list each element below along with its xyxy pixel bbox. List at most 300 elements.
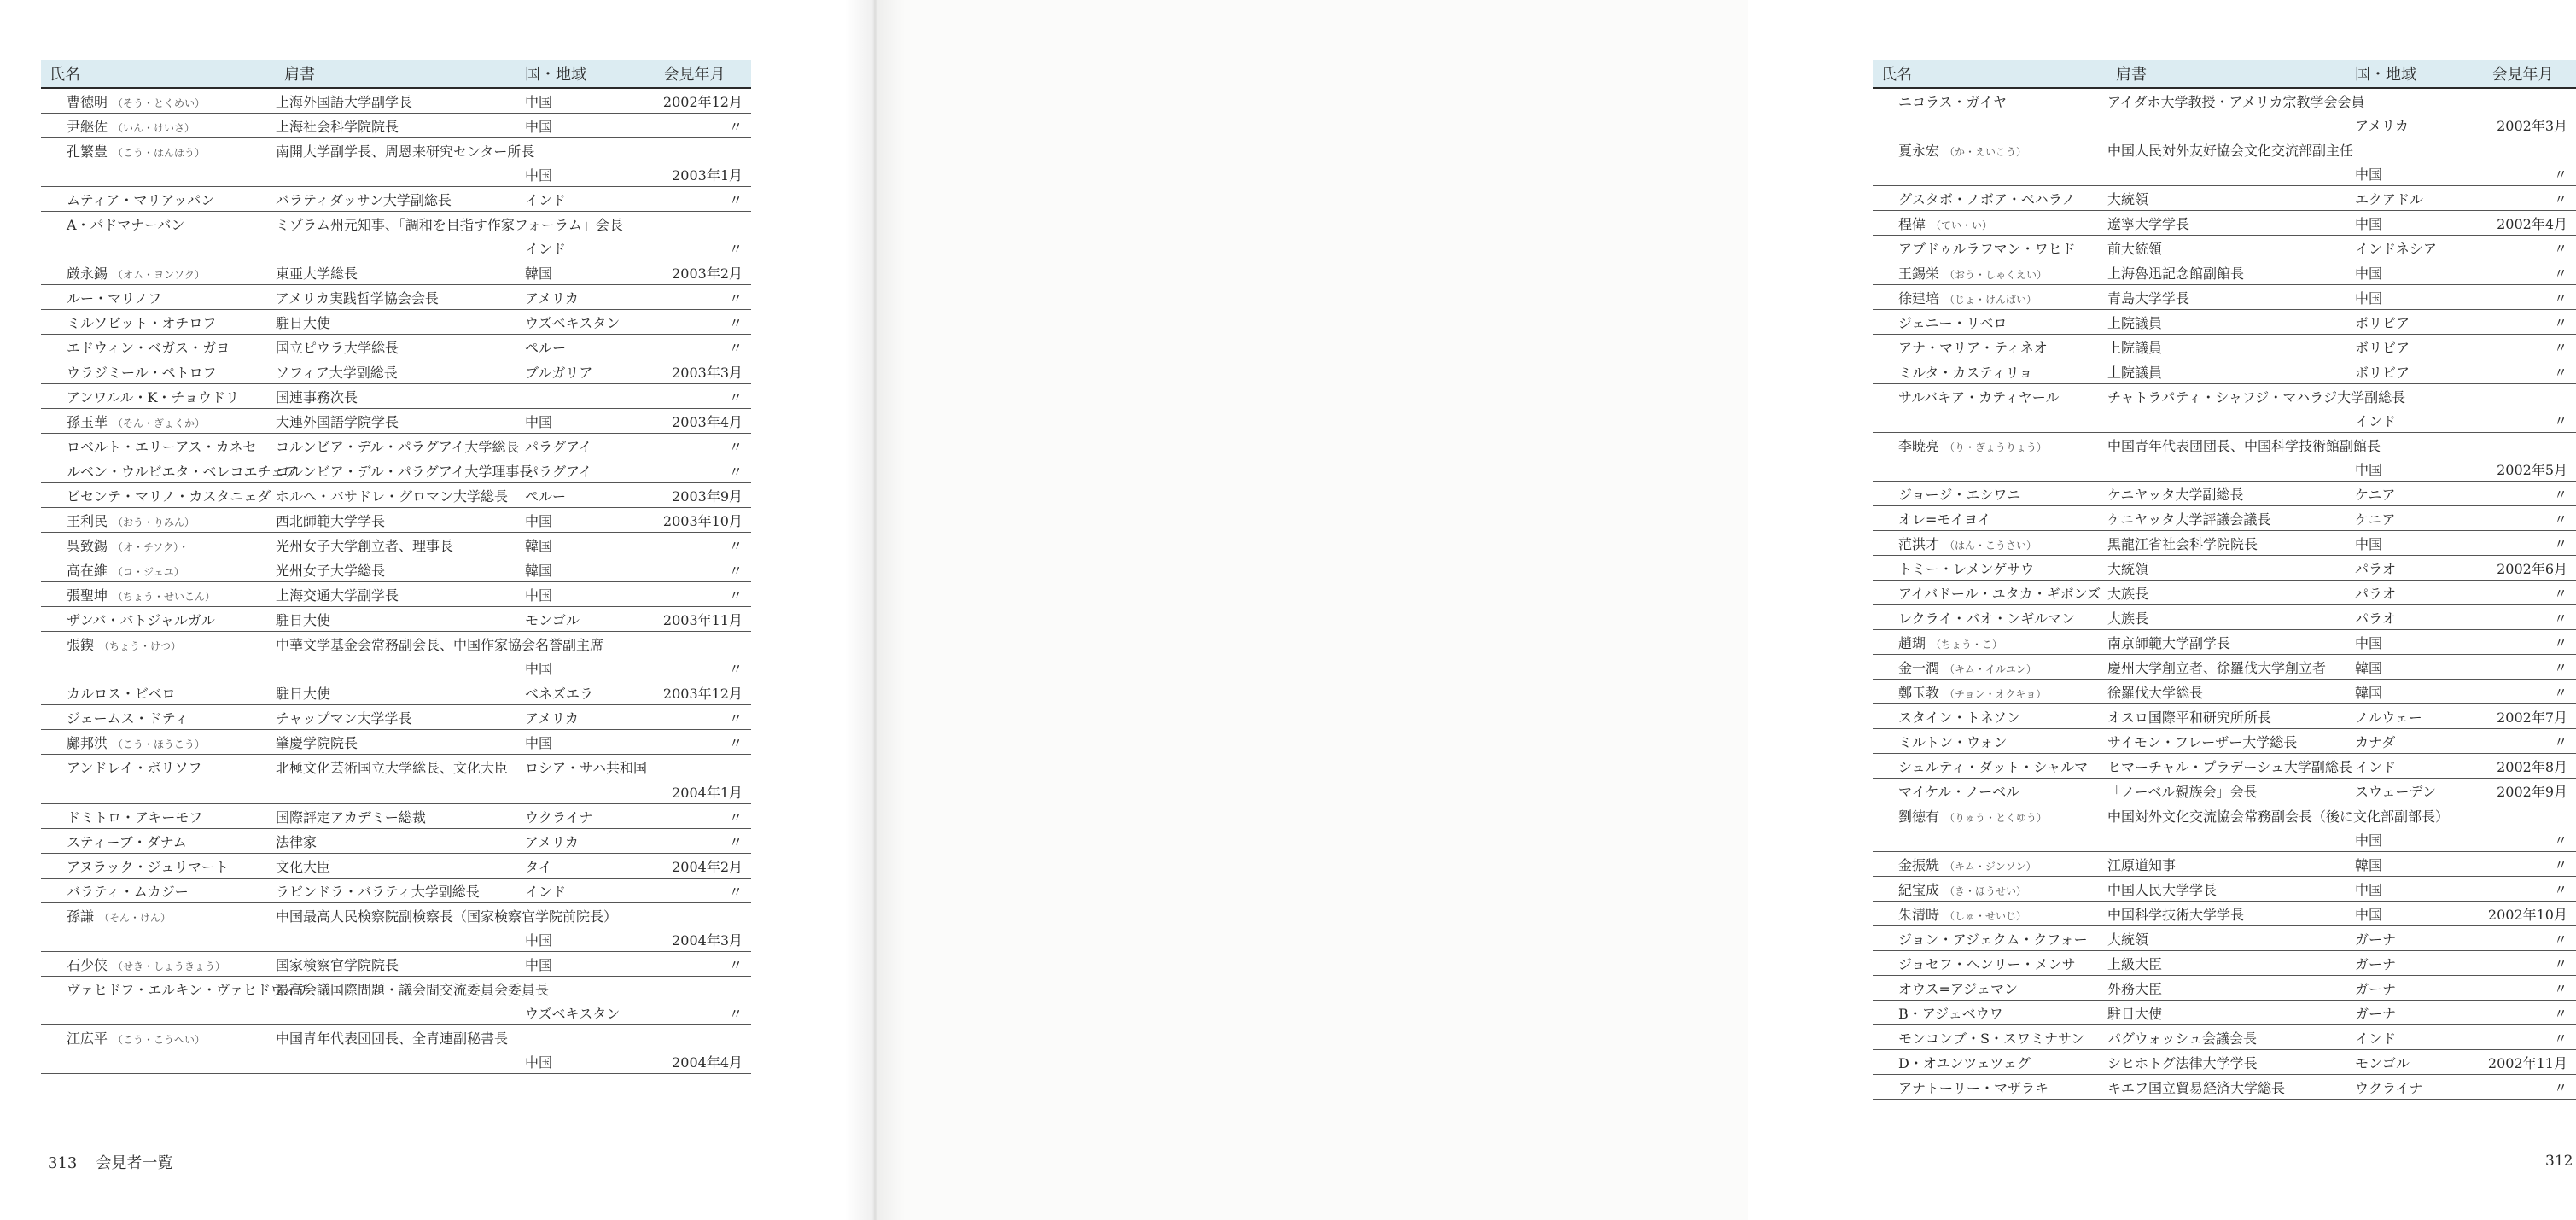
person-name: 孔繁豊: [67, 143, 108, 160]
table-header: [1873, 60, 2576, 88]
cell-title: 国家検察官学院院長: [276, 952, 525, 977]
cell-date: 〃: [2469, 877, 2576, 902]
cell-title: 中国対外文化交流協会常務副会長（後に文化部副部長）: [2107, 808, 2450, 825]
cell-date: 2002年3月: [2469, 113, 2576, 137]
cell-name: [1873, 88, 2107, 113]
person-name: 石少侠: [67, 956, 108, 973]
cell-name: [1873, 506, 2107, 531]
table-row: [41, 632, 751, 657]
cell-date: [638, 212, 751, 236]
cell-title: [276, 1001, 525, 1025]
person-name: 張聖坤: [67, 587, 108, 604]
cell-date: 〃: [2469, 680, 2576, 704]
cell-title: 光州女子大学創立者、理事長: [276, 533, 525, 557]
person-name: シュルティ・ダット・シャルマ: [1898, 758, 2089, 775]
person-name: ジェームス・ドティ: [67, 709, 189, 727]
cell-title: 国際評定アカデミー総裁: [276, 804, 525, 829]
cell-title: 東亜大学総長: [276, 260, 525, 285]
cell-country: [525, 384, 638, 409]
header-date: 会見年月: [2469, 60, 2576, 88]
table-row: [41, 260, 751, 285]
cell-name: [41, 755, 276, 779]
table-row: [41, 409, 751, 434]
cell-name: [1873, 680, 2107, 704]
cell-title: 前大統領: [2107, 236, 2355, 260]
cell-title: コルンビア・デル・パラグアイ大学理事長: [276, 458, 525, 483]
table-row: [41, 1001, 751, 1025]
table-row: [1873, 827, 2576, 852]
cell-country: 中国: [525, 114, 638, 138]
cell-title: ラビンドラ・バラティ大学副総長: [276, 879, 525, 903]
cell-title: [2107, 161, 2355, 186]
name-reading: （キム・ジンソン）: [1944, 860, 2037, 873]
person-name: D・オユンツェツェグ: [1898, 1054, 2031, 1071]
table-row: [1873, 359, 2576, 384]
cell-title: 慶州大学創立者、徐羅伐大学創立者: [2107, 655, 2355, 680]
cell-country: 韓国: [2355, 680, 2469, 704]
cell-date: 2002年5月: [2469, 457, 2576, 482]
person-name: 尹継佐: [67, 118, 108, 135]
table-row: [41, 557, 751, 582]
cell-title: コルンビア・デル・パラグアイ大学総長: [276, 434, 525, 458]
cell-name: [41, 483, 276, 508]
cell-title: 南京師範大学副学長: [2107, 630, 2355, 655]
cell-title: 青島大学学長: [2107, 285, 2355, 310]
cell-country: 中国: [525, 730, 638, 755]
header-title: 肩書: [2107, 60, 2355, 88]
table-row: [1873, 335, 2576, 359]
cell-name: [1873, 482, 2107, 506]
table-row: [41, 680, 751, 705]
cell-date: 〃: [638, 285, 751, 310]
table-row: [1873, 951, 2576, 976]
cell-date: 〃: [2469, 359, 2576, 384]
cell-title: 上海魯迅記念館副館長: [2107, 260, 2355, 285]
cell-country: ウクライナ: [2355, 1075, 2469, 1100]
cell-title: [276, 656, 525, 680]
cell-country: アメリカ: [525, 285, 638, 310]
cell-title: オスロ国際平和研究所所長: [2107, 704, 2355, 729]
cell-date: [2469, 137, 2576, 162]
cell-name: [41, 359, 276, 384]
cell-date: [2469, 433, 2576, 458]
person-name: アンドレイ・ボリソフ: [67, 759, 202, 776]
person-name: A・パドマナーバン: [67, 216, 185, 233]
cell-title: 「ノーベル親族会」会長: [2107, 779, 2355, 803]
cell-date: 2003年2月: [638, 260, 751, 285]
cell-date: 〃: [2469, 285, 2576, 310]
cell-name: [1873, 186, 2107, 211]
cell-date: 〃: [638, 335, 751, 359]
cell-country: 中国: [525, 409, 638, 434]
person-name: 孫玉華: [67, 413, 108, 430]
cell-name: [1873, 433, 2107, 458]
cell-title: [2107, 457, 2355, 482]
cell-name: [41, 952, 276, 977]
cell-name: [1873, 581, 2107, 605]
cell-country: 中国: [525, 1049, 638, 1074]
cell-country: パラグアイ: [525, 434, 638, 458]
table-row: [41, 335, 751, 359]
book-gutter: [845, 0, 905, 1220]
cell-title: 駐日大使: [276, 607, 525, 632]
cell-country: ベネズエラ: [525, 680, 638, 705]
cell-title: 中国科学技術大学学長: [2107, 902, 2355, 926]
cell-name: [1873, 1001, 2107, 1025]
table-header: [41, 60, 751, 88]
cell-date: 〃: [2469, 408, 2576, 433]
person-name: 程偉: [1898, 215, 1926, 232]
cell-title: 北極文化芸術国立大学総長、文化大臣: [276, 755, 525, 779]
person-name: サルバキア・カティヤール: [1898, 388, 2060, 406]
cell-name: [1873, 236, 2107, 260]
person-name: 王錫栄: [1898, 265, 1940, 282]
cell-date: 〃: [2469, 852, 2576, 877]
person-name: アナトーリー・マザラキ: [1898, 1079, 2049, 1096]
person-name: レクライ・バオ・ンギルマン: [1898, 610, 2076, 627]
person-name: ジェニー・リベロ: [1898, 314, 2008, 331]
name-reading: （か・えいこう）: [1944, 145, 2027, 158]
cell-title: アイダホ大学教授・アメリカ宗教学会会員: [2107, 93, 2365, 110]
person-name: スタイン・トネソン: [1898, 709, 2021, 726]
cell-date: 〃: [2469, 1025, 2576, 1050]
cell-country: ボリビア: [2355, 335, 2469, 359]
person-name: ミルトン・ウォン: [1898, 733, 2008, 750]
person-name: マイケル・ノーベル: [1898, 783, 2020, 800]
table-row: [1873, 926, 2576, 951]
cell-name: [1873, 852, 2107, 877]
cell-country: ウクライナ: [525, 804, 638, 829]
cell-title: チャトラパティ・シャフジ・マハラジ大学副総長: [2107, 388, 2406, 406]
cell-name: [41, 804, 276, 829]
cell-country: モンゴル: [525, 607, 638, 632]
table-row: [41, 236, 751, 260]
cell-name: [41, 285, 276, 310]
person-name: 呉致錫: [67, 537, 108, 554]
person-name: エドウィン・ベガス・ガヨ: [67, 339, 230, 356]
cell-date: 2004年4月: [638, 1049, 751, 1074]
cell-name: [41, 1049, 276, 1074]
table-row: [41, 162, 751, 187]
cell-name: [1873, 384, 2107, 409]
cell-country: 中国: [2355, 457, 2469, 482]
table-row: [1873, 260, 2576, 285]
cell-date: 〃: [638, 952, 751, 977]
cell-name: [41, 434, 276, 458]
cell-country: 中国: [525, 88, 638, 114]
cell-title: [2107, 113, 2355, 137]
name-reading: （ちょう・けつ）: [99, 639, 182, 652]
cell-name: [1873, 1025, 2107, 1050]
cell-title: 光州女子大学総長: [276, 557, 525, 582]
cell-name: [1873, 260, 2107, 285]
cell-date: 〃: [638, 236, 751, 260]
table-row: [41, 903, 751, 928]
cell-name: [41, 927, 276, 952]
cell-country: ケニア: [2355, 482, 2469, 506]
cell-name: [41, 384, 276, 409]
person-name: ルベン・ウルビエタ・ベレコエチェア: [67, 463, 299, 480]
cell-name: [1873, 335, 2107, 359]
table-row: [41, 755, 751, 779]
cell-name: [41, 187, 276, 212]
cell-title: 上級大臣: [2107, 951, 2355, 976]
cell-country: インド: [525, 236, 638, 260]
person-name: 王利民: [67, 512, 108, 529]
table-row: [1873, 113, 2576, 137]
person-name: ミルソビット・オチロフ: [67, 314, 217, 331]
person-name: 朱清時: [1898, 906, 1940, 923]
cell-country: スウェーデン: [2355, 779, 2469, 803]
interviewee-table-left: [41, 60, 751, 1074]
cell-name: [41, 854, 276, 879]
name-reading: （いん・けいさ）: [113, 121, 195, 134]
cell-name: [41, 508, 276, 533]
table-row: [1873, 655, 2576, 680]
cell-name: [1873, 1050, 2107, 1075]
cell-name: [41, 1001, 276, 1025]
cell-country: 中国: [2355, 827, 2469, 852]
cell-country: ブルガリア: [525, 359, 638, 384]
table-row: [41, 1049, 751, 1074]
cell-date: 〃: [2469, 1001, 2576, 1025]
cell-name: [1873, 754, 2107, 779]
cell-name: [1873, 605, 2107, 630]
table-row: [41, 483, 751, 508]
cell-name: [1873, 729, 2107, 754]
cell-date: 〃: [2469, 186, 2576, 211]
cell-date: 2002年7月: [2469, 704, 2576, 729]
cell-name: [41, 458, 299, 483]
left-page: [0, 0, 874, 1220]
cell-title: パグウォッシュ会議会長: [2107, 1025, 2355, 1050]
cell-date: 〃: [638, 434, 751, 458]
cell-date: 〃: [2469, 161, 2576, 186]
cell-date: 〃: [2469, 630, 2576, 655]
cell-country: ボリビア: [2355, 359, 2469, 384]
cell-country: 中国: [525, 162, 638, 187]
person-name: アイバドール・ユタカ・ギボンズ: [1898, 585, 2101, 602]
cell-name: [41, 632, 276, 657]
cell-title: [2107, 827, 2355, 852]
cell-date: 〃: [638, 829, 751, 854]
person-name: モンコンブ・S・スワミナサン: [1898, 1030, 2085, 1047]
cell-country: アメリカ: [525, 829, 638, 854]
cell-country: モンゴル: [2355, 1050, 2469, 1075]
cell-date: 2002年4月: [2469, 211, 2576, 236]
person-name: 李暁亮: [1898, 437, 1940, 454]
table-row: [1873, 384, 2576, 409]
cell-country: パラオ: [2355, 605, 2469, 630]
cell-title: [276, 779, 525, 804]
name-reading: （り・ぎょうりょう）: [1944, 441, 2048, 453]
cell-name: [41, 582, 276, 607]
table-row: [1873, 236, 2576, 260]
name-reading: （はん・こうさい）: [1944, 539, 2037, 552]
person-name: ニコラス・ガイヤ: [1898, 93, 2008, 110]
name-reading: （せき・しょうきょう）: [113, 960, 226, 972]
table-row: [1873, 1075, 2576, 1100]
cell-title: 上院議員: [2107, 359, 2355, 384]
cell-name: [41, 1025, 276, 1050]
page-footer: [48, 1151, 172, 1173]
cell-country: パラグアイ: [525, 458, 638, 483]
person-name: ウラジミール・ペトロフ: [67, 364, 217, 381]
cell-name: [41, 680, 276, 705]
cell-date: 2002年9月: [2469, 779, 2576, 803]
cell-title: ソフィア大学副総長: [276, 359, 525, 384]
cell-country: ボリビア: [2355, 310, 2469, 335]
table-row: [1873, 310, 2576, 335]
page-number: 313: [48, 1154, 78, 1172]
person-name: ロベルト・エリーアス・カネセ: [67, 438, 257, 455]
cell-country: アメリカ: [525, 705, 638, 730]
cell-date: 2004年1月: [638, 779, 751, 804]
person-name: 紀宝成: [1898, 881, 1940, 898]
table-row: [1873, 877, 2576, 902]
cell-country: [525, 138, 638, 163]
person-name: 劉徳有: [1898, 808, 1940, 825]
cell-country: 韓国: [2355, 852, 2469, 877]
table-row: [41, 285, 751, 310]
cell-title: 徐羅伐大学総長: [2107, 680, 2355, 704]
person-name: 江広平: [67, 1030, 108, 1047]
table-row: [41, 359, 751, 384]
person-name: 厳永錫: [67, 265, 108, 282]
cell-name: [1873, 113, 2107, 137]
person-name: カルロス・ビベロ: [67, 685, 176, 702]
cell-country: 中国: [2355, 211, 2469, 236]
cell-name: [1873, 359, 2107, 384]
cell-name: [1873, 310, 2107, 335]
person-name: アブドゥルラフマン・ワヒド: [1898, 240, 2076, 257]
cell-title: 西北師範大学学長: [276, 508, 525, 533]
table-row: [41, 508, 751, 533]
cell-title: 駐日大使: [276, 310, 525, 335]
cell-country: 韓国: [525, 260, 638, 285]
table-row: [1873, 1001, 2576, 1025]
person-name: ジョン・アジェクム・クフォー: [1898, 931, 2088, 948]
cell-name: [1873, 902, 2107, 926]
header-date: 会見年月: [638, 60, 751, 88]
cell-name: [1873, 655, 2107, 680]
cell-title: 駐日大使: [276, 680, 525, 705]
cell-title: [276, 927, 525, 952]
cell-title: 南開大学副学長、周恩来研究センター所長: [276, 143, 535, 160]
cell-title: [276, 162, 525, 187]
cell-date: 2004年2月: [638, 854, 751, 879]
cell-country: インド: [2355, 754, 2469, 779]
name-reading: （こう・ほうこう）: [113, 738, 206, 750]
cell-country: ノルウェー: [2355, 704, 2469, 729]
person-name: バラティ・ムカジー: [67, 883, 189, 900]
table-row: [1873, 852, 2576, 877]
cell-name: [41, 557, 276, 582]
cell-date: 〃: [2469, 1075, 2576, 1100]
person-name: ジョセフ・ヘンリー・メンサ: [1898, 955, 2076, 972]
table-row: [1873, 581, 2576, 605]
cell-date: 〃: [638, 187, 751, 212]
cell-title: 上海交通大学副学長: [276, 582, 525, 607]
cell-name: [41, 88, 276, 114]
cell-country: インド: [2355, 408, 2469, 433]
table-row: [1873, 803, 2576, 828]
person-name: アヌラック・ジュリマート: [67, 858, 229, 875]
table-row: [41, 656, 751, 680]
cell-name: [41, 236, 276, 260]
table-row: [1873, 285, 2576, 310]
cell-date: 2003年3月: [638, 359, 751, 384]
person-name: ルー・マリノフ: [67, 289, 162, 306]
cell-title: 外務大臣: [2107, 976, 2355, 1001]
cell-date: 2003年1月: [638, 162, 751, 187]
cell-name: [1873, 408, 2107, 433]
person-name: ミルタ・カスティリョ: [1898, 364, 2033, 381]
cell-name: [41, 310, 276, 335]
name-reading: （オ・チソク）・: [113, 540, 189, 553]
cell-country: パラオ: [2355, 581, 2469, 605]
cell-date: 〃: [2469, 310, 2576, 335]
cell-country: ガーナ: [2355, 976, 2469, 1001]
person-name: 徐建培: [1898, 289, 1940, 306]
cell-name: [1873, 211, 2107, 236]
person-name: ドミトロ・アキーモフ: [67, 808, 203, 826]
cell-date: 〃: [2469, 827, 2576, 852]
cell-title: 国連事務次長: [276, 384, 525, 409]
person-name: ビセンテ・マリノ・カスタニェダ: [67, 487, 271, 505]
cell-country: インド: [525, 187, 638, 212]
table-row: [41, 977, 751, 1001]
cell-country: 韓国: [2355, 655, 2469, 680]
cell-date: 〃: [2469, 951, 2576, 976]
header-country: 国・地域: [525, 60, 638, 88]
person-name: 張鍥: [67, 636, 95, 653]
cell-title: 最高会議国際問題・議会間交流委員会委員長: [276, 981, 550, 998]
person-name: B・アジェベウワ: [1898, 1005, 2003, 1022]
table-row: [41, 854, 751, 879]
cell-name: [41, 607, 276, 632]
table-row: [41, 829, 751, 854]
person-name: グスタボ・ノボア・ベハラノ: [1898, 190, 2076, 207]
table-row: [1873, 408, 2576, 433]
cell-date: 〃: [638, 582, 751, 607]
cell-name: [41, 656, 276, 680]
header-name: 氏名: [1873, 60, 2107, 88]
cell-title: [276, 1049, 525, 1074]
cell-date: 2002年12月: [638, 88, 751, 114]
cell-date: 2003年10月: [638, 508, 751, 533]
cell-name: [1873, 803, 2107, 828]
cell-name: [41, 409, 276, 434]
cell-title: ミゾラム州元知事、「調和を目指す作家フォーラム」会長: [276, 216, 623, 233]
cell-title: 遼寧大学学長: [2107, 211, 2355, 236]
table-row: [1873, 729, 2576, 754]
table-row: [1873, 976, 2576, 1001]
cell-title: シヒホトグ法律大学学長: [2107, 1050, 2355, 1075]
name-reading: （ちょう・せいこん）: [113, 590, 216, 603]
table-row: [1873, 680, 2576, 704]
cell-date: 〃: [638, 656, 751, 680]
table-row: [1873, 1050, 2576, 1075]
cell-date: 〃: [2469, 655, 2576, 680]
name-reading: （じょ・けんばい）: [1944, 293, 2037, 306]
cell-name: [1873, 951, 2107, 976]
name-reading: （しゅ・せいじ）: [1944, 909, 2027, 922]
cell-country: ウズベキスタン: [525, 1001, 638, 1025]
cell-date: 〃: [2469, 926, 2576, 951]
cell-date: 2003年9月: [638, 483, 751, 508]
cell-date: 〃: [638, 557, 751, 582]
